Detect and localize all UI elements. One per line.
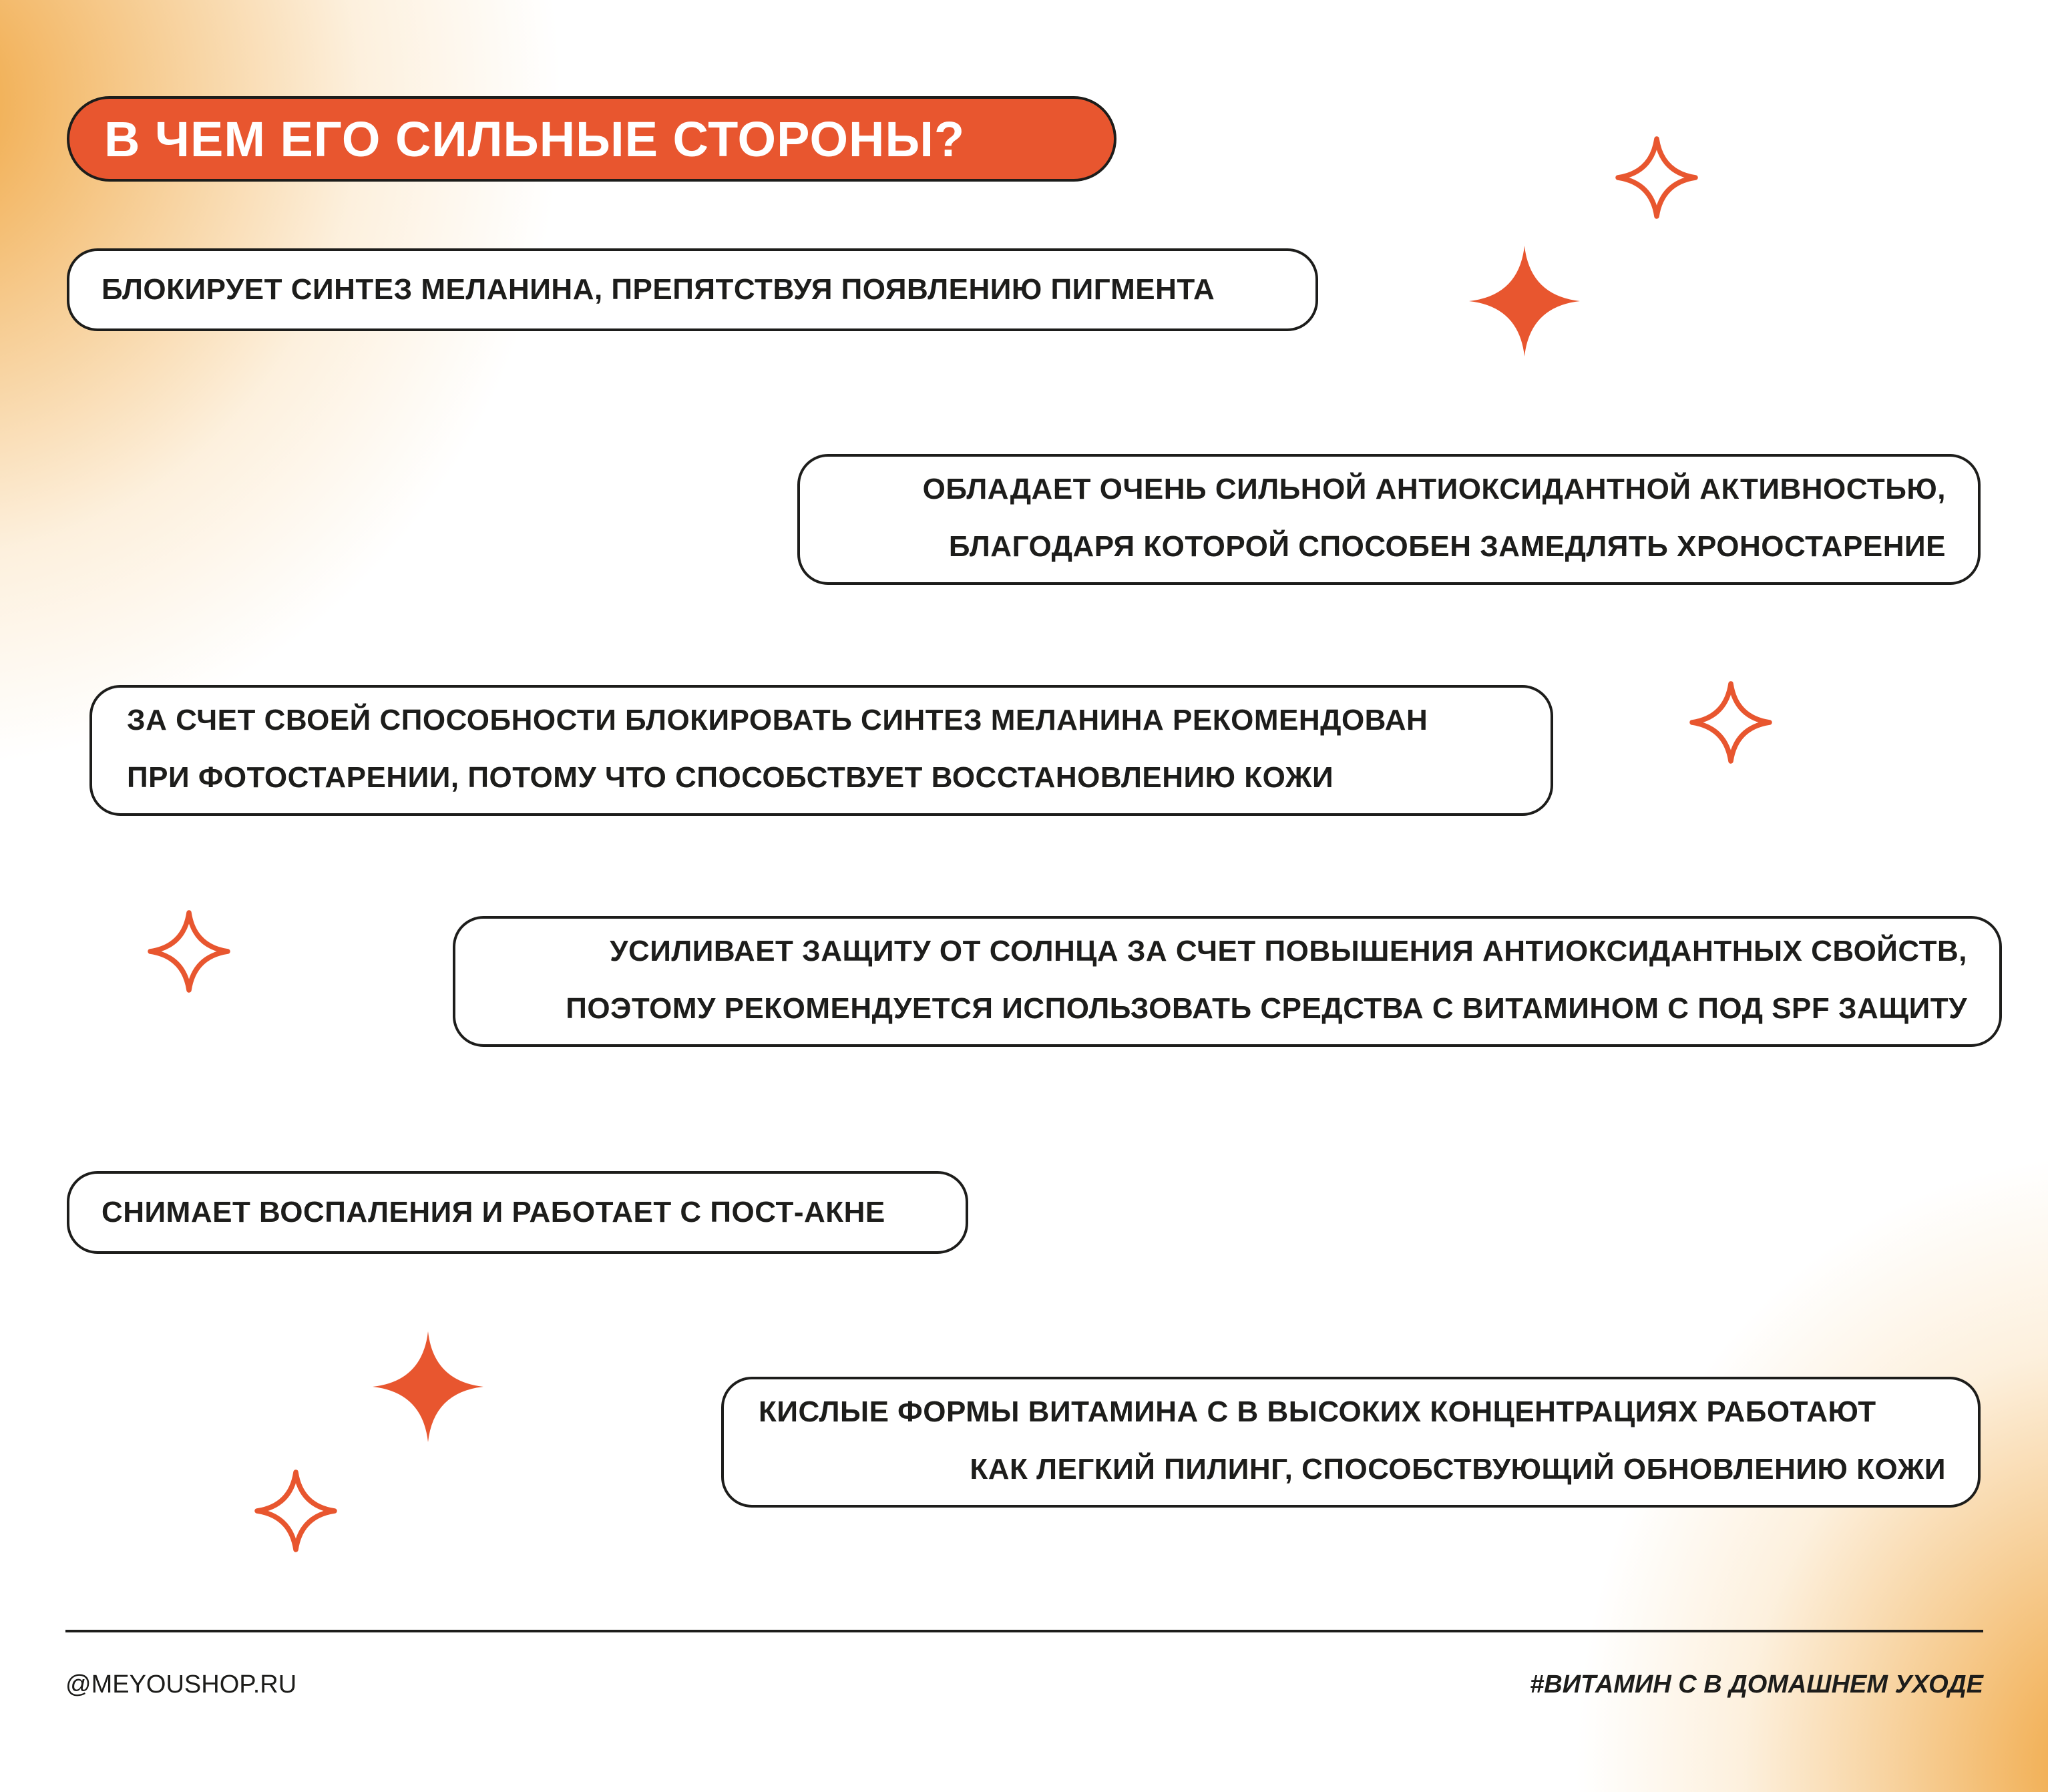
strength-pill-1 [67,248,1318,331]
sparkle-outline-icon [254,1469,338,1553]
strength-text: КИСЛЫЕ ФОРМЫ ВИТАМИНА С В ВЫСОКИХ КОНЦЕНТРАЦИЯХ РАБОТАЮТ [759,1395,1876,1428]
strength-pill-6 [721,1377,1981,1508]
strength-pill-2 [797,454,1981,585]
page-title: В ЧЕМ ЕГО СИЛЬНЫЕ СТОРОНЫ? [67,96,1116,182]
strength-text: ОБЛАДАЕТ ОЧЕНЬ СИЛЬНОЙ АНТИОКСИДАНТНОЙ АКТИВНОСТЬЮ, [922,473,1946,505]
strength-text: СНИМАЕТ ВОСПАЛЕНИЯ И РАБОТАЕТ С ПОСТ-АКНЕ [101,1196,885,1228]
sparkle-outline-icon [147,909,231,993]
strength-text: ПРИ ФОТОСТАРЕНИИ, ПОТОМУ ЧТО СПОСОБСТВУЕТ ВОССТАНОВЛЕНИЮ КОЖИ [127,761,1334,794]
sparkle-outline-icon [1615,136,1699,220]
strength-text: ЗА СЧЕТ СВОЕЙ СПОСОБНОСТИ БЛОКИРОВАТЬ СИНТЕЗ МЕЛАНИНА РЕКОМЕНДОВАН [127,704,1428,736]
strength-text: КАК ЛЕГКИЙ ПИЛИНГ, СПОСОБСТВУЮЩИЙ ОБНОВЛЕНИЮ КОЖИ [970,1453,1946,1486]
sparkle-filled-icon [373,1331,483,1442]
footer-hashtag: #ВИТАМИН С В ДОМАШНЕМ УХОДЕ [1530,1670,1983,1699]
strength-text: БЛАГОДАРЯ КОТОРОЙ СПОСОБЕН ЗАМЕДЛЯТЬ ХРОНОСТАРЕНИЕ [948,530,1946,563]
sparkle-filled-icon [1469,246,1580,357]
strength-text: БЛОКИРУЕТ СИНТЕЗ МЕЛАНИНА, ПРЕПЯТСТВУЯ ПОЯВЛЕНИЮ ПИГМЕНТА [101,273,1215,306]
footer-handle: @MEYOUSHOP.RU [65,1670,297,1699]
strength-pill-5 [67,1171,968,1254]
strength-text: ПОЭТОМУ РЕКОМЕНДУЕТСЯ ИСПОЛЬЗОВАТЬ СРЕДСТВА С ВИТАМИНОМ С ПОД SPF ЗАЩИТУ [566,992,1967,1025]
strength-pill-3 [89,685,1553,816]
sparkle-outline-icon [1689,680,1773,764]
strength-text: УСИЛИВАЕТ ЗАЩИТУ ОТ СОЛНЦА ЗА СЧЕТ ПОВЫШЕНИЯ АНТИОКСИДАНТНЫХ СВОЙСТВ, [610,935,1967,967]
strength-pill-4 [453,916,2002,1047]
footer-divider [65,1630,1983,1632]
